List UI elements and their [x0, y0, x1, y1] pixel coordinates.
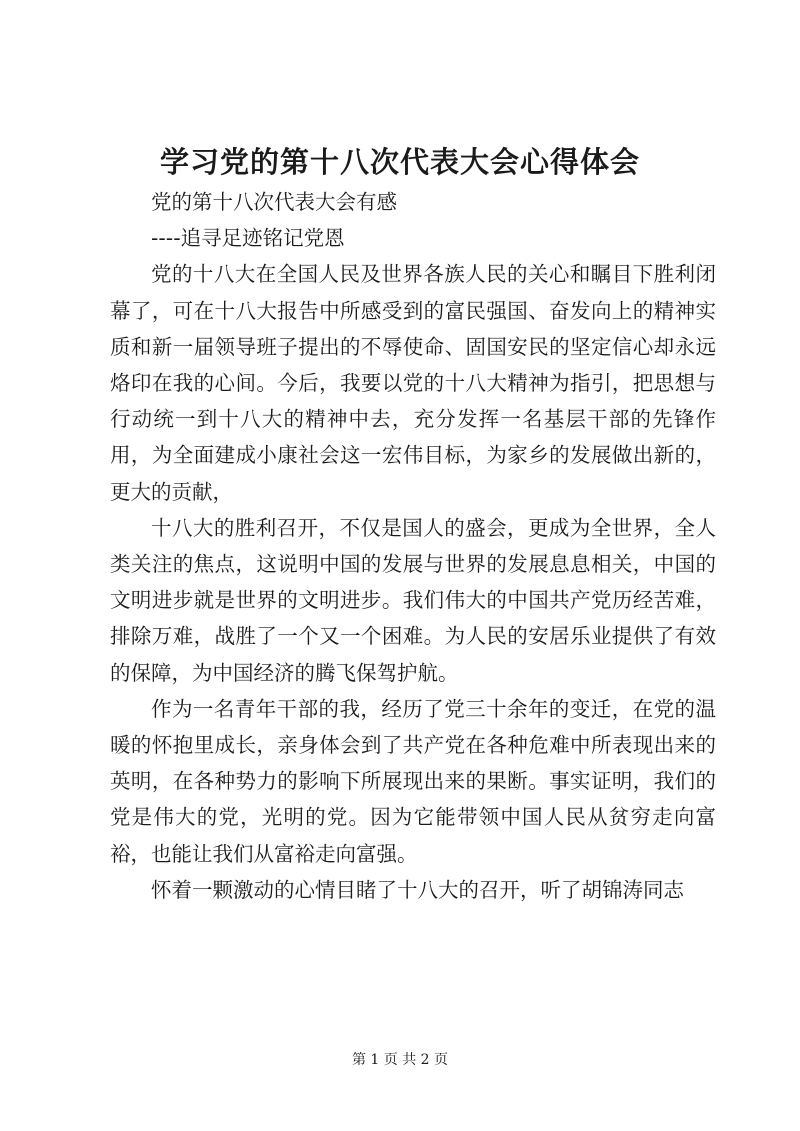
- body-paragraph: 怀着一颗激动的心情目睹了十八大的召开，听了胡锦涛同志: [151, 877, 684, 902]
- page-number-footer: 第 1 页 共 2 页: [351, 1052, 449, 1068]
- document-subtitle: 党的第十八次代表大会有感: [151, 190, 397, 214]
- document-body: [110, 184, 716, 908]
- body-paragraph: 党的十八大在全国人民及世界各族人民的关心和瞩目下胜利闭幕了，可在十八大报告中所感受到的富民强国、奋发向上的精神实质和新一届领导班子提出的不辱使命、固国安民的坚定信心却永远烙印在我的心间。今后，我要以党的十八大精神为指引，把思想与行动统一到十八大的精神中去，充分发挥一名基层干部的先锋作用，为全面建成小康社会这一宏伟目标，为家乡的发展做出新的，更大的贡献，: [110, 262, 716, 504]
- document-byline: ----追寻足迹铭记党恩: [151, 226, 345, 251]
- document-title: 学习党的第十八次代表大会心得体会: [159, 145, 640, 179]
- body-paragraph: 十八大的胜利召开，不仅是国人的盛会，更成为全世界，全人类关注的焦点，这说明中国的发展与世界的发展息息相关，中国的文明进步就是世界的文明进步。我们伟大的中国共产党历经苦难，排除万难，战胜了一个又一个困难。为人民的安居乐业提供了有效的保障，为中国经济的腾飞保驾护航。: [110, 515, 716, 685]
- body-paragraph: 作为一名青年干部的我，经历了党三十余年的变迁，在党的温暖的怀抱里成长，亲身体会到了共产党在各种危难中所表现出来的英明，在各种势力的影响下所展现出来的果断。事实证明，我们的党是伟大的党，光明的党。因为它能带领中国人民从贫穷走向富裕，也能让我们从富裕走向富强。: [110, 696, 716, 866]
